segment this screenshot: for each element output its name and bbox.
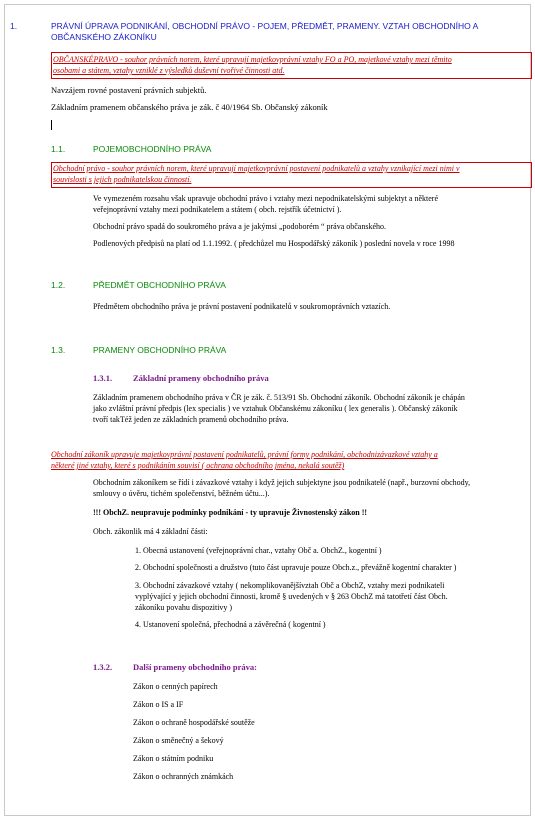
part-2: 2. Obchodní společnosti a družstvo (tuto část upravuje pouze Obch.z., převážně kogentní charakter ): [135, 563, 457, 572]
commercial-law-definition-line2: souvislosti s jejich podnikatelskou činností.: [53, 175, 192, 184]
paragraph-commercial-code-line1: Obchodním zákoníkem se řídí i závazkové vztahy i když jejich subjektyne jsou podnikatelé (např., burzovní obchody,: [93, 478, 471, 487]
law-item: Zákon o cenných papírech: [133, 682, 218, 691]
heading-title-line1: PRÁVNÍ ÚPRAVA PODNIKÁNÍ, OBCHODNÍ PRÁVO - POJEM, PŘEDMĚT, PRAMENY. VZTAH OBCHODNÍHO A: [51, 21, 479, 31]
paragraph-equal-status: Navzájem rovné postavení právních subjektů.: [51, 85, 207, 95]
section-1-3-2-title: Další prameny obchodního práva:: [133, 662, 257, 672]
heading-title-line2: OBČANSKÉHO ZÁKONÍKU: [51, 32, 157, 42]
civil-law-definition-line2: osobami a státem, vztahy vzniklé z výsledků duševní tvořivé činnosti atd.: [53, 66, 285, 75]
part-4: 4. Ustanovení společná, přechodná a závěrečná ( kogentní ): [135, 620, 326, 629]
paragraph-1-1-line1: Ve vymezeném rozsahu však upravuje obchodní právo i vztahy mezi nepodnikatelskými subjektyt a některé: [93, 194, 439, 203]
section-1-3-number: 1.3.: [51, 345, 66, 355]
paragraph-commercial-code-line2: smlouvy o úvěru, tichém společenství, běžném účtu...).: [93, 489, 270, 498]
section-1-1-number: 1.1.: [51, 144, 66, 154]
section-1-3-title: PRAMENY OBCHODNÍHO PRÁVA: [93, 345, 227, 355]
section-1-3-1-number: 1.3.1.: [93, 373, 113, 383]
warning-note: !!! ObchZ. neupravuje podmínky podnikání - ty upravuje Živnostenský zákon !!: [93, 508, 368, 517]
paragraph-1-1-line2: veřejnoprávní vztahy mezi podnikatelem a státem ( obch. rejstřík účetnictví ).: [93, 205, 342, 214]
civil-law-definition-line1: OBČANSKÉPRAVO - souhor právních norem, které upravují majetkovprávní vztahy FO a PO, majetkové vztahy mezi těmito: [53, 55, 452, 64]
section-1-2-title: PŘEDMĚT OBCHODNÍHO PRÁVA: [93, 280, 226, 290]
section-1-3-1-title: Základní prameny obchodního práva: [133, 373, 269, 383]
law-item: Zákon o státním podniku: [133, 754, 214, 763]
text-cursor: [51, 120, 52, 130]
paragraph-1-3-1-line3: tvoří takTéž jeden ze základních pramenů obchodního práva.: [93, 415, 289, 424]
paragraph-1-3-1-line1: Základním pramenem obchodního práva v ČR je zák. č. 513/91 Sb. Obchodní zákoník. Obchodní zákoník je chápán: [93, 393, 465, 402]
paragraph-1-1-line3: Obchodní právo spadá do soukromého práva a je jakýmsi „podoborém “ práva občanského.: [93, 222, 387, 231]
part-1: 1. Obecná ustanovení (veřejnoprávní char., vztahy Obč a. ObchZ., kogentní ): [135, 546, 382, 555]
law-item: Zákon o ochranných známkách: [133, 772, 234, 781]
paragraph-1-3-1-line2: jako zvláštní právní předpis (lex specialis ) ve vztahuk Občanskému zákoníku ( lex generalis ). Občanský zákoník: [93, 404, 458, 413]
section-1-2-number: 1.2.: [51, 280, 66, 290]
document-page: [4, 4, 531, 816]
section-1-3-2-number: 1.3.2.: [93, 662, 113, 672]
part-3-line1: 3. Obchodní závazkové vztahy ( nekomplikovanějšívztah Obč a ObchZ, vztahy mezi podnikateli: [135, 581, 445, 590]
heading-number: 1.: [10, 21, 18, 31]
paragraph-1-1-line4: Podlenových předpisů na platí od 1.1.1992. ( předchůzel mu Hospodářský zákoník ) poslední novela v roce 1998: [93, 239, 455, 248]
commercial-code-definition-line1: Obchodní zákoník upravuje majetkovprávní postavení podnikatelů, právní formy podnikání, obchodnizávazkové vztahy a: [51, 450, 438, 459]
commercial-law-definition-line1: Obchodní právo - souhor právních norem, které upravují majetkovprávní postavení podnikatelů a vztahy vznikající mezi nimi v: [53, 164, 460, 173]
law-item: Zákon o IS a IF: [133, 700, 184, 709]
commercial-code-definition-line2: některé jiné vztahy, které s podnikáním souvisí ( ochrana obchodního jména, nekalá soutěž): [51, 461, 345, 470]
section-1-1-title: POJEMOBCHODNÍHO PRÁVA: [93, 144, 212, 154]
paragraph-civil-source: Základním pramenem občanského práva je zák. č 40/1964 Sb. Občanský zákoník: [51, 102, 328, 112]
part-3-line3: zákoníku povahu dispozitivy ): [135, 603, 233, 612]
law-item: Zákon o ochraně hospodářské soutěže: [133, 718, 255, 727]
law-item: Zákon o směnečný a šekový: [133, 736, 224, 745]
paragraph-1-2: Předmětem obchodního práva je právní postavení podnikatelů v soukromoprávních vztazích.: [93, 302, 391, 311]
parts-intro: Obch. zákonlik má 4 základní části:: [93, 527, 208, 536]
part-3-line2: vyplývající y jejich obchodní činnosti, kromě § uvedených v § 263 ObchZ má tatotřetí část Obch.: [135, 592, 448, 601]
